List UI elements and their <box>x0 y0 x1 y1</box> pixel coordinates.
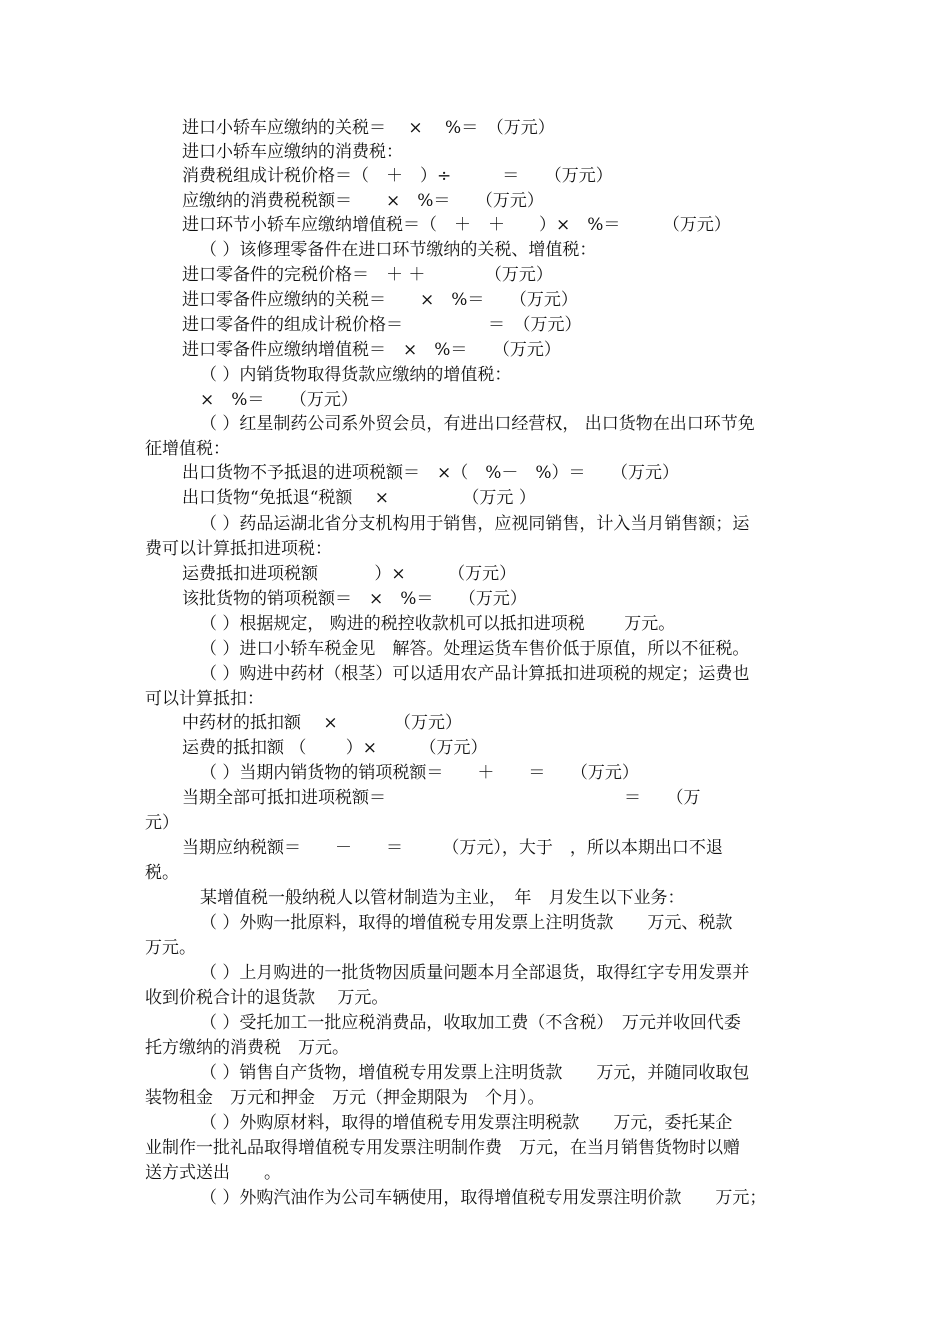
text-line: （ ）受托加工一批应税消费品，收取加工费（不含税） 万元并收回代委 <box>200 1013 741 1033</box>
text-line: 万元。 <box>145 938 196 958</box>
text-line: 运费的抵扣额 （ ）× （万元） <box>182 738 488 758</box>
text-line: 托方缴纳的消费税 万元。 <box>145 1038 349 1058</box>
text-line: （ ）内销货物取得货款应缴纳的增值税： <box>200 365 512 385</box>
text-line: 进口零备件应缴纳的关税＝ × %＝ （万元） <box>182 290 578 310</box>
text-line: 装物租金 万元和押金 万元（押金期限为 个月）。 <box>145 1088 545 1108</box>
text-line: （ ）销售自产货物，增值税专用发票上注明货款 万元，并随同收取包 <box>200 1063 750 1083</box>
text-line: （ ）购进中药材（根茎）可以适用农产品计算抵扣进项税的规定；运费也 <box>200 664 750 684</box>
text-line: （ ）根据规定， 购进的税控收款机可以抵扣进项税 万元。 <box>200 614 676 634</box>
text-line: （ ）进口小轿车税金见 解答。处理运货车售价低于原值，所以不征税。 <box>200 639 750 659</box>
text-line: 进口小轿车应缴纳的消费税： <box>182 142 403 162</box>
text-line: × %＝ （万元） <box>200 390 358 410</box>
text-line: 当期全部可抵扣进项税额＝ ＝ （万 <box>182 788 701 808</box>
text-line: （ ）当期内销货物的销项税额＝ ＋ ＝ （万元） <box>200 763 639 783</box>
text-line: 征增值税： <box>145 439 230 459</box>
text-line: 可以计算抵扣： <box>145 689 264 709</box>
text-line: 该批货物的销项税额＝ × %＝ （万元） <box>182 589 527 609</box>
text-line: 进口零备件应缴纳增值税＝ × %＝ （万元） <box>182 340 561 360</box>
text-line: 出口货物“免抵退“税额 × （万元 ） <box>182 488 536 508</box>
text-line: 进口零备件的完税价格＝ ＋ ＋ （万元） <box>182 265 553 285</box>
text-line: 税。 <box>145 863 179 883</box>
text-line: 送方式送出 。 <box>145 1163 281 1183</box>
text-line: 进口环节小轿车应缴纳增值税＝（ ＋ ＋ ）× %＝ （万元） <box>182 215 731 235</box>
text-line: 进口零备件的组成计税价格＝ ＝ （万元） <box>182 315 582 335</box>
text-line: 费可以计算抵扣进项税： <box>145 539 332 559</box>
text-line: 运费抵扣进项税额 ）× （万元） <box>182 564 517 584</box>
text-line: 某增值税一般纳税人以管材制造为主业， 年 月发生以下业务： <box>200 888 685 908</box>
text-line: 进口小轿车应缴纳的关税＝ × %＝ （万元） <box>182 118 555 138</box>
text-line: 收到价税合计的退货款 万元。 <box>145 988 389 1008</box>
text-line: 中药材的抵扣额 × （万元） <box>182 713 463 733</box>
text-line: 业制作一批礼品取得增值税专用发票注明制作费 万元，在当月销售货物时以赠 <box>145 1138 740 1158</box>
text-line: （ ）外购汽油作为公司车辆使用，取得增值税专用发票注明价款 万元； <box>200 1188 767 1208</box>
text-line: （ ）该修理零备件在进口环节缴纳的关税、增值税： <box>200 240 597 260</box>
text-line: （ ）红星制药公司系外贸会员，有进出口经营权， 出口货物在出口环节免 <box>200 414 755 434</box>
text-line: 当期应纳税额＝ － ＝ （万元），大于 ，所以本期出口不退 <box>182 838 723 858</box>
text-line: 元） <box>145 813 179 833</box>
text-line: （ ）外购原材料，取得的增值税专用发票注明税款 万元，委托某企 <box>200 1113 733 1133</box>
text-line: （ ）上月购进的一批货物因质量问题本月全部退货，取得红字专用发票并 <box>200 963 750 983</box>
text-line: 出口货物不予抵退的进项税额＝ ×（ %－ %）＝ （万元） <box>182 463 680 483</box>
text-line: （ ）外购一批原料，取得的增值税专用发票上注明货款 万元、税款 <box>200 913 733 933</box>
text-line: 消费税组成计税价格＝（ ＋ ）÷ ＝ （万元） <box>182 166 613 186</box>
text-line: 应缴纳的消费税税额＝ × %＝ （万元） <box>182 191 544 211</box>
text-line: （ ）药品运湖北省分支机构用于销售，应视同销售，计入当月销售额；运 <box>200 514 750 534</box>
